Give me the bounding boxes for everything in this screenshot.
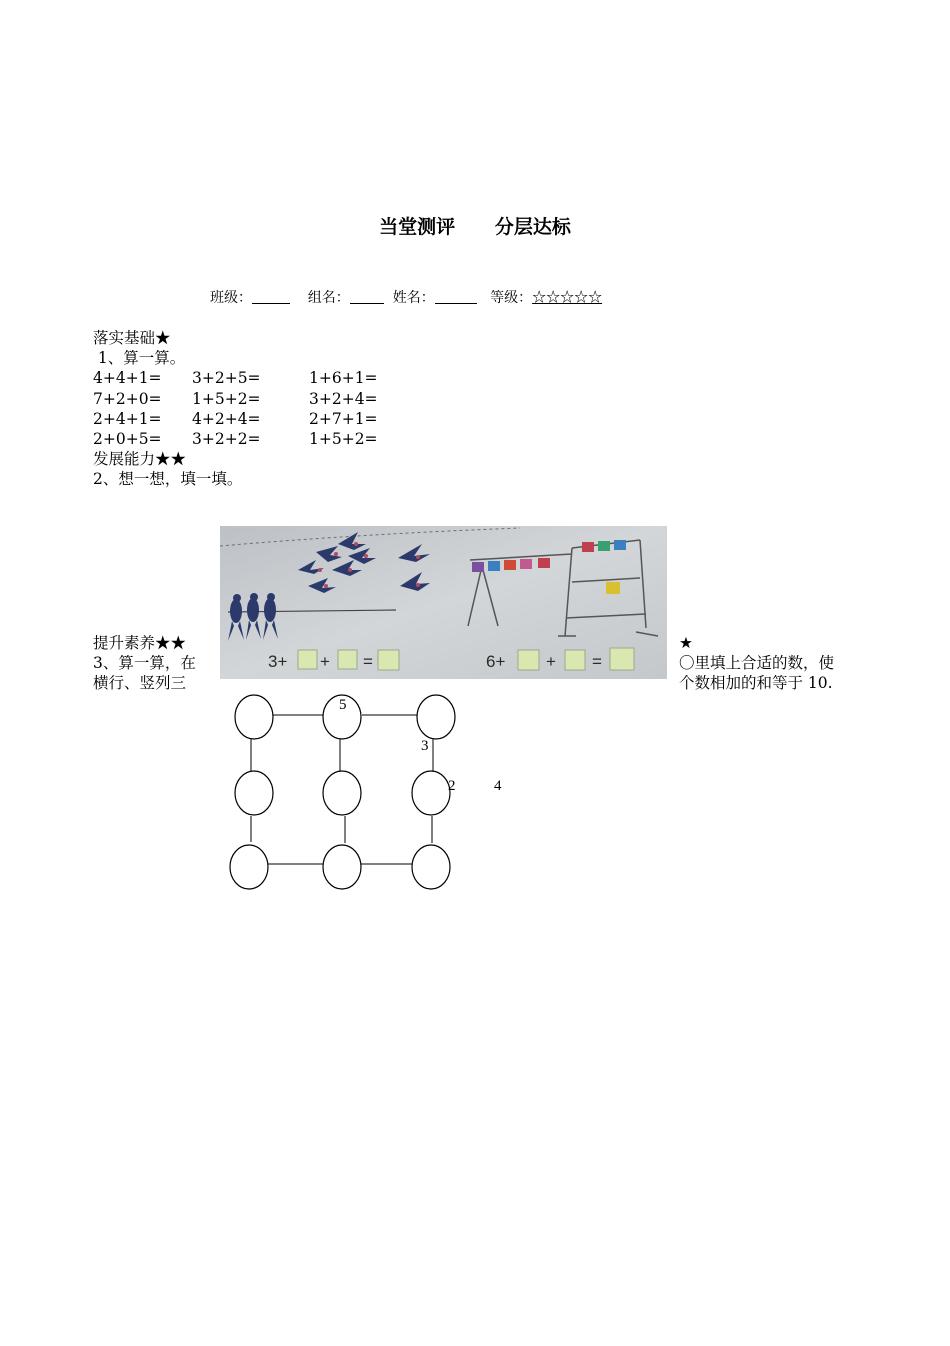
section2-heading: 发展能力★★ [93,450,187,468]
problem-r2-c3: 3+2+4= [309,390,378,408]
answer-circle[interactable] [323,845,361,889]
given-number: 2 [448,778,456,794]
answer-box[interactable] [378,650,399,670]
name-label: 姓名： [392,290,435,306]
grade-label: 等级： [490,290,533,306]
answer-box[interactable] [298,650,317,669]
section3-question-line2: 横行、竖列三 [93,674,187,692]
answer-circle[interactable] [412,771,450,815]
given-number: 3 [421,738,429,754]
section3-heading: 提升素养★★ [93,634,187,652]
section3-star: ★ [679,634,693,652]
answer-circle[interactable] [412,845,450,889]
problem-r4-c2: 3+2+2= [192,430,261,448]
student-info-line [210,287,602,307]
problem-r4-c3: 1+5+2= [309,430,378,448]
section3-question-right1: 〇里填上合适的数，使 [679,654,835,672]
answer-circle[interactable] [235,771,273,815]
answer-circle[interactable] [230,845,268,889]
answer-box[interactable] [338,650,357,669]
grade-stars: ☆☆☆☆☆ [532,290,603,306]
circle-puzzle [222,690,522,900]
section1-question: 1、算一算。 [93,349,186,367]
section3-question-right2: 个数相加的和等于 10. [679,674,833,692]
section3-question-line1: 3、算一算，在 [93,654,196,672]
name-blank[interactable] [435,289,477,304]
class-blank[interactable] [252,289,290,304]
problem-r1-c2: 3+2+5= [192,369,261,387]
answer-box[interactable] [610,648,634,670]
problem-r4-c1: 2+0+5= [93,430,162,448]
eq1-start: 3+ [268,652,288,671]
answer-box[interactable] [518,650,539,670]
answer-box[interactable] [565,650,585,670]
section1-heading: 落实基础★ [93,329,171,347]
problem-r1-c1: 4+4+1= [93,369,162,387]
eq1-equals: = [363,652,373,671]
eq1-plus: + [320,652,330,671]
answer-circle[interactable] [417,695,455,739]
eq2-start: 6+ [486,652,506,671]
eq2-equals: = [592,652,602,671]
problem-r1-c3: 1+6+1= [309,369,378,387]
problem-r2-c1: 7+2+0= [93,390,162,408]
problem-r3-c3: 2+7+1= [309,410,378,428]
problem-r3-c2: 4+2+4= [192,410,261,428]
page-title: 当堂测评 分层达标 [379,216,571,238]
exercise-photo [220,526,667,679]
given-number: 4 [494,778,502,794]
group-blank[interactable] [350,289,384,304]
class-label: 班级： [210,290,252,306]
eq2-plus: + [546,652,556,671]
answer-circle[interactable] [323,771,361,815]
problem-r2-c2: 1+5+2= [192,390,261,408]
section2-question: 2、想一想，填一填。 [93,470,243,488]
problem-r3-c1: 2+4+1= [93,410,162,428]
group-label: 组名： [307,290,350,306]
given-number: 5 [339,697,347,713]
answer-circle[interactable] [235,695,273,739]
